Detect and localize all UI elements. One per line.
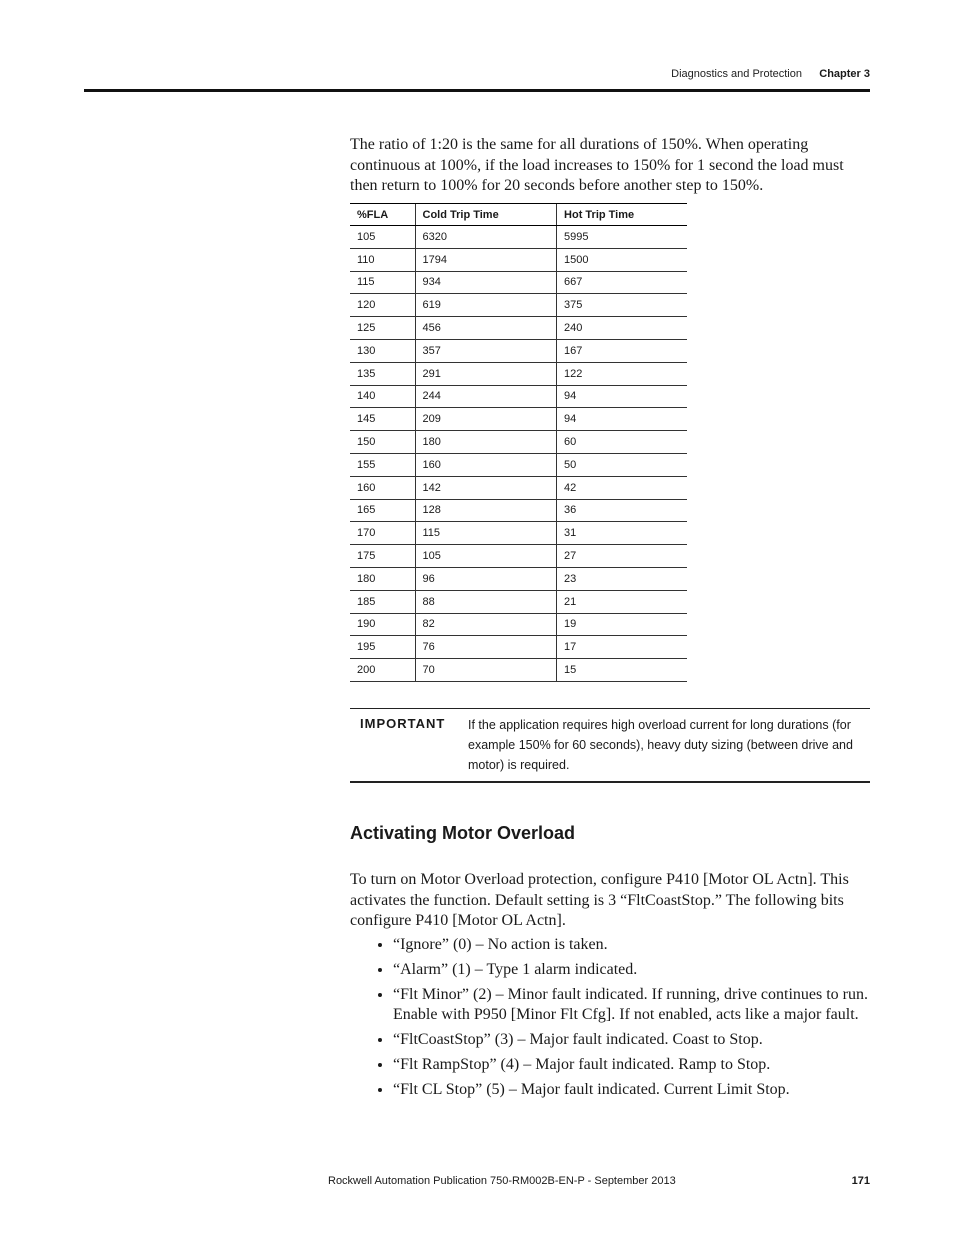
cell-hot-trip-time: 27	[557, 545, 687, 568]
cell-fla: 190	[350, 613, 415, 636]
cell-cold-trip-time: 357	[415, 339, 557, 362]
list-item-flt-coast-stop: • “FltCoastStop” (3) – Major fault indicated. Coast to Stop.	[393, 1030, 883, 1050]
cell-fla: 120	[350, 294, 415, 317]
cell-cold-trip-time: 82	[415, 613, 557, 636]
table-row	[350, 545, 687, 568]
table-row	[350, 385, 687, 408]
cell-hot-trip-time: 19	[557, 613, 687, 636]
cell-fla: 130	[350, 339, 415, 362]
table-row	[350, 476, 687, 499]
cell-fla: 160	[350, 476, 415, 499]
cell-hot-trip-time: 50	[557, 453, 687, 476]
cell-hot-trip-time: 667	[557, 271, 687, 294]
cell-fla: 180	[350, 567, 415, 590]
table-row	[350, 522, 687, 545]
table-header-row	[350, 204, 687, 226]
cell-cold-trip-time: 160	[415, 453, 557, 476]
cell-fla: 165	[350, 499, 415, 522]
header-chapter-label: Chapter 3	[819, 68, 870, 80]
cell-cold-trip-time: 209	[415, 408, 557, 431]
table-row	[350, 317, 687, 340]
cell-hot-trip-time: 60	[557, 431, 687, 454]
list-item-ignore: • “Ignore” (0) – No action is taken.	[393, 935, 883, 955]
cell-fla: 140	[350, 385, 415, 408]
cell-hot-trip-time: 375	[557, 294, 687, 317]
cell-hot-trip-time: 21	[557, 590, 687, 613]
overload-paragraph: To turn on Motor Overload protection, configure P410 [Motor OL Actn]. This activates the function. Default setting is 3 “FltCoastStop.” The following bits configure P410 [Motor OL Actn].	[350, 871, 849, 929]
cell-cold-trip-time: 128	[415, 499, 557, 522]
trip-time-table	[350, 203, 687, 682]
column-header-fla: %FLA	[350, 204, 415, 226]
cell-hot-trip-time: 36	[557, 499, 687, 522]
cell-cold-trip-time: 96	[415, 567, 557, 590]
important-label: IMPORTANT	[360, 716, 446, 731]
cell-hot-trip-time: 17	[557, 636, 687, 659]
important-text: If the application requires high overload current for long durations (for example 150% for 60 seconds), heavy duty sizing (between drive and motor) is required.	[468, 718, 853, 772]
cell-cold-trip-time: 76	[415, 636, 557, 659]
table-row	[350, 613, 687, 636]
table-row	[350, 226, 687, 249]
cell-cold-trip-time: 115	[415, 522, 557, 545]
intro-paragraph: The ratio of 1:20 is the same for all durations of 150%. When operating continuous at 100%, if the load increases to 150% for 1 second the load must then return to 100% for 20 seconds before another step to 150%.	[350, 136, 844, 194]
cell-hot-trip-time: 167	[557, 339, 687, 362]
cell-cold-trip-time: 291	[415, 362, 557, 385]
table-row	[350, 636, 687, 659]
cell-cold-trip-time: 244	[415, 385, 557, 408]
cell-hot-trip-time: 42	[557, 476, 687, 499]
cell-hot-trip-time: 240	[557, 317, 687, 340]
cell-fla: 155	[350, 453, 415, 476]
table-row	[350, 408, 687, 431]
cell-cold-trip-time: 934	[415, 271, 557, 294]
table-row	[350, 294, 687, 317]
cell-fla: 115	[350, 271, 415, 294]
cell-fla: 195	[350, 636, 415, 659]
table-row	[350, 590, 687, 613]
cell-fla: 125	[350, 317, 415, 340]
list-item-flt-ramp-stop: • “Flt RampStop” (4) – Major fault indicated. Ramp to Stop.	[393, 1055, 883, 1075]
cell-cold-trip-time: 456	[415, 317, 557, 340]
cell-fla: 105	[350, 226, 415, 249]
list-item-alarm: • “Alarm” (1) – Type 1 alarm indicated.	[393, 960, 883, 980]
table-row	[350, 567, 687, 590]
table-row	[350, 659, 687, 682]
table-row	[350, 339, 687, 362]
column-header-hot-trip-time: Hot Trip Time	[557, 204, 687, 226]
cell-hot-trip-time: 94	[557, 385, 687, 408]
cell-hot-trip-time: 23	[557, 567, 687, 590]
cell-cold-trip-time: 6320	[415, 226, 557, 249]
cell-hot-trip-time: 1500	[557, 248, 687, 271]
cell-fla: 145	[350, 408, 415, 431]
motor-ol-action-list	[372, 935, 883, 1105]
column-header-cold-trip-time: Cold Trip Time	[415, 204, 557, 226]
publication-id: Rockwell Automation Publication 750-RM002B-EN-P - September 2013	[328, 1175, 676, 1187]
cell-fla: 170	[350, 522, 415, 545]
cell-hot-trip-time: 94	[557, 408, 687, 431]
cell-cold-trip-time: 142	[415, 476, 557, 499]
cell-fla: 200	[350, 659, 415, 682]
cell-cold-trip-time: 619	[415, 294, 557, 317]
important-callout	[350, 708, 870, 783]
cell-hot-trip-time: 122	[557, 362, 687, 385]
table-row	[350, 453, 687, 476]
cell-hot-trip-time: 15	[557, 659, 687, 682]
cell-fla: 110	[350, 248, 415, 271]
trip-table-body	[350, 226, 687, 682]
table-row	[350, 431, 687, 454]
cell-cold-trip-time: 70	[415, 659, 557, 682]
table-row	[350, 271, 687, 294]
list-item-flt-minor: • “Flt Minor” (2) – Minor fault indicated. If running, drive continues to run. Enable with P950 [Minor Flt Cfg]. If not enabled, acts like a major fault.	[393, 985, 883, 1025]
cell-cold-trip-time: 180	[415, 431, 557, 454]
cell-hot-trip-time: 5995	[557, 226, 687, 249]
cell-fla: 150	[350, 431, 415, 454]
section-heading: Activating Motor Overload	[350, 823, 576, 843]
cell-cold-trip-time: 88	[415, 590, 557, 613]
cell-hot-trip-time: 31	[557, 522, 687, 545]
table-row	[350, 362, 687, 385]
header-rule	[84, 89, 870, 92]
cell-fla: 175	[350, 545, 415, 568]
cell-cold-trip-time: 1794	[415, 248, 557, 271]
table-row	[350, 248, 687, 271]
header-section-title: Diagnostics and Protection	[671, 68, 802, 80]
list-item-flt-cl-stop: • “Flt CL Stop” (5) – Major fault indicated. Current Limit Stop.	[393, 1080, 883, 1100]
page-number: 171	[851, 1175, 870, 1187]
table-row	[350, 499, 687, 522]
cell-cold-trip-time: 105	[415, 545, 557, 568]
cell-fla: 185	[350, 590, 415, 613]
page-header	[84, 66, 870, 90]
cell-fla: 135	[350, 362, 415, 385]
